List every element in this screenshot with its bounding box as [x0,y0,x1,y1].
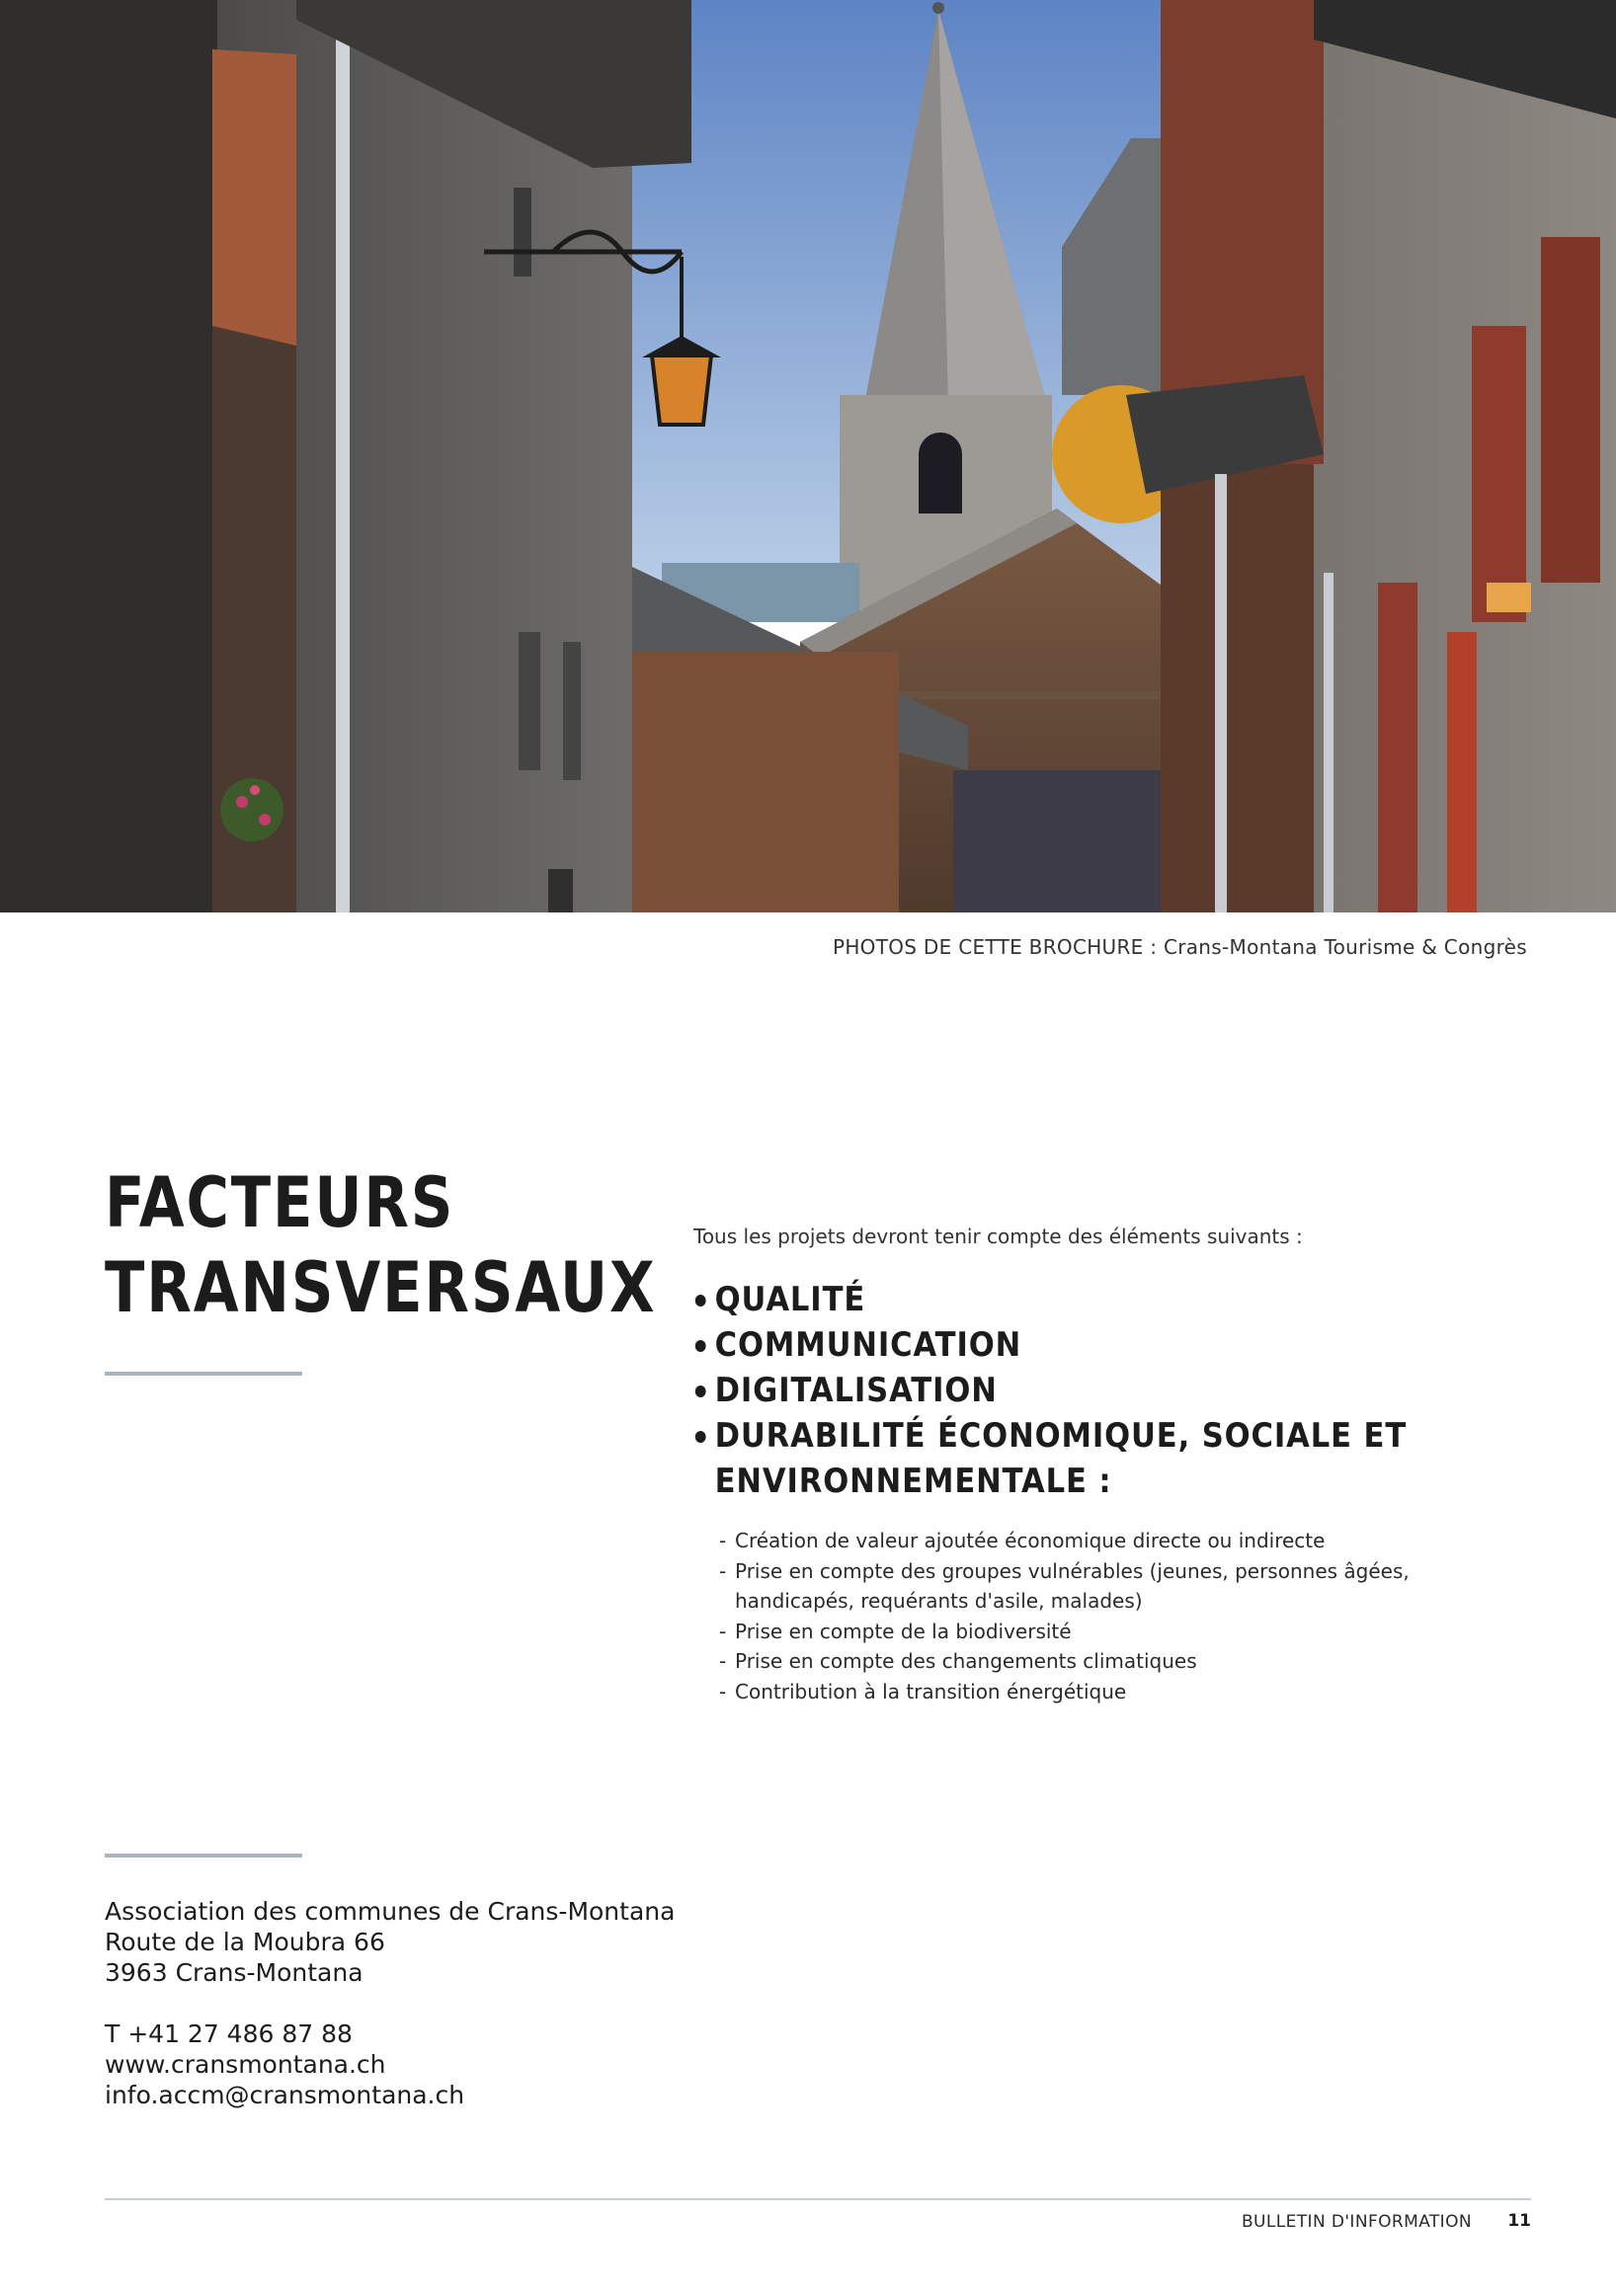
website-link[interactable]: www.cransmontana.ch [105,2050,386,2079]
photo-credit: PHOTOS DE CETTE BROCHURE : Crans-Montana Tourisme & Congrès [832,935,1527,959]
street-address: Route de la Moubra 66 [105,1928,385,1956]
contact-block [105,1896,675,2110]
footer-divider [105,2198,1531,2200]
list-item: - Prise en compte de la biodiversité [719,1617,1446,1647]
list-item-line2: ENVIRONNEMENTALE : [714,1462,1112,1501]
village-street-photo [0,0,1616,912]
sub-points-list [719,1526,1446,1706]
section-title [105,1160,657,1330]
city-address: 3963 Crans-Montana [105,1958,364,1987]
divider [105,1854,302,1858]
email-link[interactable]: info.accm@cransmontana.ch [105,2081,465,2109]
section-title-line2: TRANSVERSAUX [105,1247,657,1328]
phone-number: T +41 27 486 87 88 [105,2019,353,2048]
section-title-line1: FACTEURS [105,1162,455,1243]
intro-text: Tous les projets devront tenir compte des éléments suivants : [693,1225,1303,1248]
key-points-list [693,1277,1486,1504]
divider [105,1372,302,1376]
list-item: COMMUNICATION [693,1322,1407,1368]
list-item-line1: DURABILITÉ ÉCONOMIQUE, SOCIALE ET [714,1416,1408,1456]
list-item: - Prise en compte des changements climatiques [719,1646,1446,1677]
list-item: - Prise en compte des groupes vulnérables (jeunes, personnes âgées, handicapés, requérants d'asile, malades) [719,1556,1446,1617]
organization-name: Association des communes de Crans-Montana [105,1897,676,1926]
page-number: 11 [1507,2211,1531,2231]
list-item: - Création de valeur ajoutée économique directe ou indirecte [719,1526,1446,1556]
list-item [693,1413,1407,1504]
list-item: QUALITÉ [693,1277,1407,1322]
publication-name: BULLETIN D'INFORMATION [1241,2212,1472,2232]
list-item: DIGITALISATION [693,1368,1407,1413]
list-item: - Contribution à la transition énergétique [719,1677,1446,1707]
